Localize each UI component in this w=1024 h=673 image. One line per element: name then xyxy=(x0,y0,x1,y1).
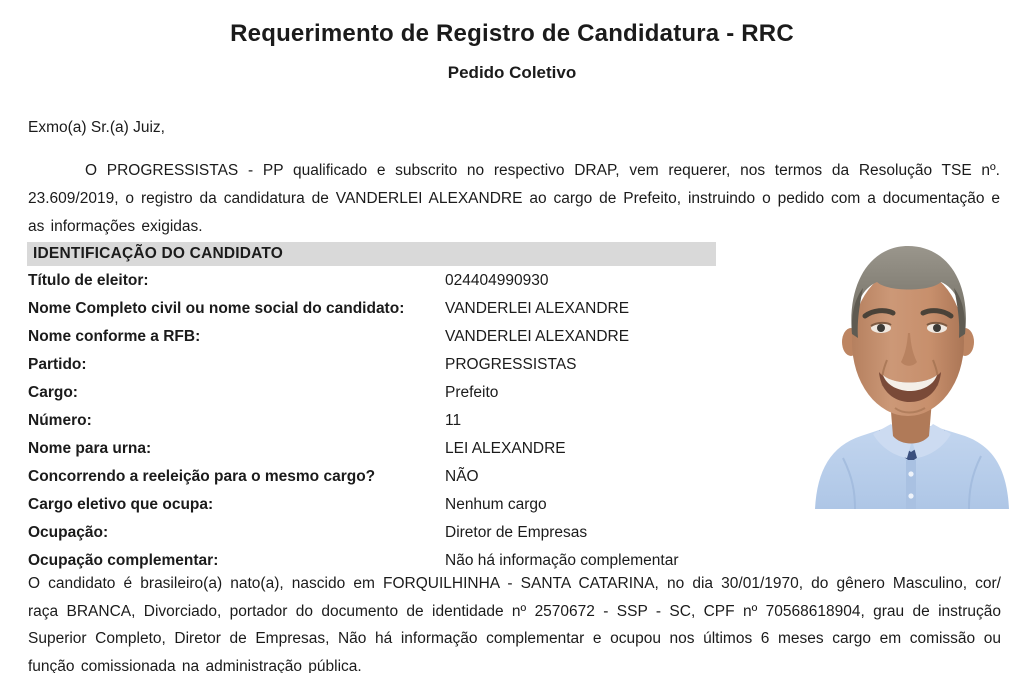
salutation-text: Exmo(a) Sr.(a) Juiz, xyxy=(28,119,165,136)
field-value: VANDERLEI ALEXANDRE xyxy=(445,328,630,345)
field-value: VANDERLEI ALEXANDRE xyxy=(445,300,630,317)
field-row xyxy=(28,435,728,463)
field-value: Prefeito xyxy=(445,384,499,401)
field-label: Ocupação: xyxy=(28,524,109,541)
field-value: NÃO xyxy=(445,468,479,485)
page-title: Requerimento de Registro de Candidatura - RRC xyxy=(230,20,794,47)
field-row xyxy=(28,295,728,323)
field-row xyxy=(28,407,728,435)
field-label: Partido: xyxy=(28,356,87,373)
field-value: Diretor de Empresas xyxy=(445,524,588,541)
field-value: 11 xyxy=(445,412,462,429)
field-row xyxy=(28,463,728,491)
field-label: Número: xyxy=(28,412,92,429)
section-header-identificacao: IDENTIFICAÇÃO DO CANDIDATO xyxy=(27,242,716,266)
intro-paragraph: O PROGRESSISTAS - PP qualificado e subscrito no respectivo DRAP, vem requerer, nos termos da Resolução TSE nº. 23.609/2019, o registro da candidatura de VANDERLEI ALEXANDRE ao cargo de Prefeito, instruindo o pedido com a documentação e as informações exigidas. xyxy=(28,162,1000,235)
candidate-headshot-graphic xyxy=(813,238,1011,509)
field-row xyxy=(28,267,728,295)
field-label: Cargo: xyxy=(28,384,78,401)
field-value: 024404990930 xyxy=(445,272,549,289)
field-value: PROGRESSISTAS xyxy=(445,356,577,373)
page-subtitle: Pedido Coletivo xyxy=(447,63,577,82)
field-label: Ocupação complementar: xyxy=(28,552,219,569)
field-label: Nome conforme a RFB: xyxy=(28,328,201,345)
field-row xyxy=(28,491,728,519)
field-label: Nome para urna: xyxy=(28,440,152,457)
candidate-photo xyxy=(813,238,1011,509)
field-row xyxy=(28,379,728,407)
field-value: Nenhum cargo xyxy=(445,496,547,513)
field-value: LEI ALEXANDRE xyxy=(445,440,566,457)
field-row xyxy=(28,351,728,379)
field-label: Nome Completo civil ou nome social do candidato: xyxy=(28,300,405,317)
field-label: Cargo eletivo que ocupa: xyxy=(28,496,214,513)
field-row xyxy=(28,519,728,547)
candidate-fields xyxy=(28,267,728,575)
field-label: Título de eleitor: xyxy=(28,272,149,289)
closing-paragraph: O candidato é brasileiro(a) nato(a), nascido em FORQUILHINHA - SANTA CATARINA, no dia 30/01/1970, do gênero Masculino, cor/ raça BRANCA, Divorciado, portador do documento de identidade nº 2570672 - SSP - SC, CPF nº 70568618904, grau de instrução Superior Completo, Diretor de Empresas, Não há informação complementar e ocupou nos últimos 6 meses cargo em comissão ou função comissionada na administração pública. xyxy=(28,575,1001,673)
field-row xyxy=(28,323,728,351)
field-label: Concorrendo a reeleição para o mesmo cargo? xyxy=(28,468,376,485)
field-value: Não há informação complementar xyxy=(445,552,679,569)
